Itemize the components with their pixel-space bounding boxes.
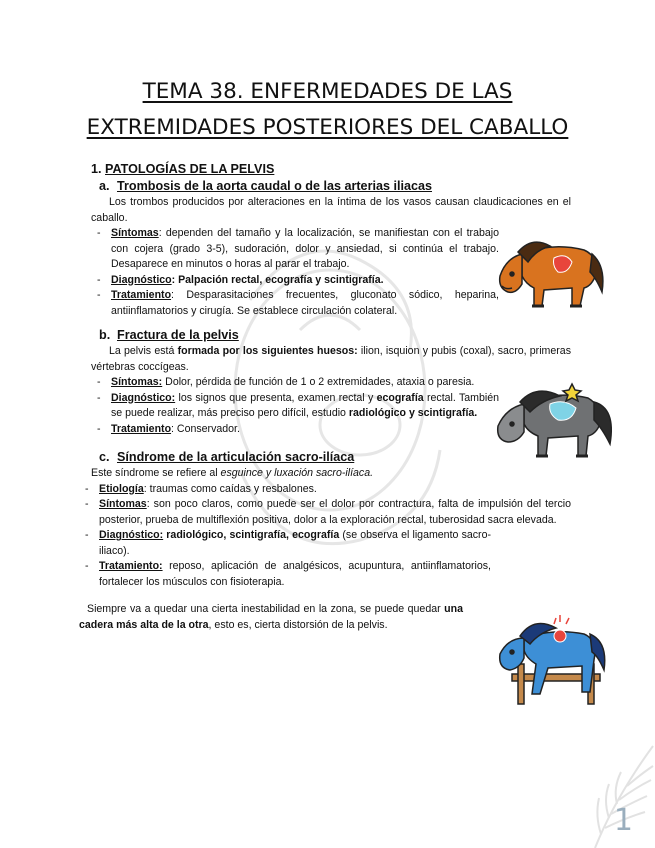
list-item: - Diagnóstico: los signos que presenta, examen rectal y ecografía rectal. También se puede realizar, más preciso pero difícil, estudio radiológico y scintigrafía. bbox=[97, 391, 499, 419]
term-text: : Conservador. bbox=[171, 422, 240, 435]
term-text: reposo, aplicación de analgésicos, acupuntura, antiinflamatorios, fortalecer los músculos con fisioterapia. bbox=[99, 560, 491, 588]
closing-paragraph bbox=[79, 602, 463, 633]
term: Diagnóstico: bbox=[99, 529, 164, 541]
orange-horse-illustration bbox=[492, 232, 608, 312]
blue-horse-illustration bbox=[494, 608, 612, 708]
section-label: PATOLOGÍAS DE LA PELVIS bbox=[105, 162, 275, 176]
list-item: - Tratamiento: reposo, aplicación de analgésicos, acupuntura, antiinflamatorios, fortalecer los músculos con fisioterapia. bbox=[85, 560, 491, 588]
bold-text: formada por los siguientes huesos: bbox=[177, 345, 358, 357]
text: ilion, isquion y pubis (coxal), sacro, primeras vértebras coccígeas. bbox=[91, 345, 571, 373]
section-number: 1. bbox=[91, 162, 102, 176]
subsection-index: a. bbox=[99, 179, 110, 193]
page-number: 1 bbox=[613, 803, 633, 838]
list-item: - Diagnóstico: Palpación rectal, ecografía y scintigrafía. bbox=[97, 273, 384, 286]
term: Síntomas bbox=[99, 498, 147, 510]
text: Siempre va a quedar una cierta inestabilidad en la zona, se puede quedar bbox=[87, 603, 445, 615]
subsection-b-heading bbox=[99, 327, 571, 344]
title-line-1: TEMA 38. ENFERMEDADES DE LAS bbox=[142, 79, 513, 104]
section-heading bbox=[91, 160, 571, 178]
term-text: : Palpación rectal, ecografía y scintigrafía. bbox=[171, 273, 384, 286]
term-text: : traumas como caídas y resbalones. bbox=[143, 482, 317, 495]
bold-text: radiológico, scintigrafía, ecografía bbox=[163, 529, 340, 541]
list-item: - Tratamiento: Conservador. bbox=[97, 422, 240, 435]
list-item: - Síntomas: Dolor, pérdida de función de 1 o 2 extremidades, ataxia o paresia. bbox=[97, 376, 475, 388]
gray-horse-illustration bbox=[490, 378, 618, 462]
bold-text: una cadera más alta de la otra bbox=[79, 603, 463, 631]
term: Síntomas: bbox=[111, 376, 163, 388]
paragraph: Los trombos producidos por alteraciones en la íntima de los vasos causan claudicaciones en el caballo. bbox=[91, 196, 571, 224]
text: La pelvis está bbox=[109, 345, 178, 357]
subsection-label: Síndrome de la articulación sacro-ilíaca bbox=[117, 450, 355, 464]
list-item: - Síntomas: son poco claros, como puede ser el dolor por contractura, falta de impulsión del tercio posterior, prueba de multiflexión positiva, dolor a la exploración rectal, tuberosidad sacra elevada. bbox=[85, 498, 571, 526]
list-item: - Síntomas: dependen del tamaño y la localización, se manifiestan con el trabajo con cojera (grado 3-5), sudoración, dolor y ansiedad, si continúa el trabajo. Desaparece en minutos o horas al parar el trabajo. bbox=[97, 227, 499, 270]
paragraph bbox=[91, 466, 571, 482]
list-item: - Etiología: traumas como caídas y resbalones. bbox=[85, 482, 317, 495]
subsection-label: Fractura de la pelvis bbox=[117, 328, 239, 342]
term-text: (se observa el ligamento sacro-iliaco). bbox=[99, 529, 491, 557]
subsection-index: b. bbox=[99, 328, 111, 342]
page-title bbox=[60, 74, 595, 146]
term-text: Dolor, pérdida de función de 1 o 2 extremidades, ataxia o paresia. bbox=[162, 376, 475, 388]
list-item: - Diagnóstico: radiológico, scintigrafía, ecografía (se observa el ligamento sacro-iliaco). bbox=[85, 529, 491, 557]
list-item: - Tratamiento: Desparasitaciones frecuentes, gluconato sódico, heparina, antiinflamatorios y cirugía. Se establece circulación colateral. bbox=[97, 289, 499, 317]
term-text: : Desparasitaciones frecuentes, gluconato sódico, heparina, antiinflamatorios y cirugía. Se establece circulación colateral. bbox=[111, 289, 499, 317]
term: Síntomas bbox=[111, 227, 159, 239]
subsection-label: Trombosis de la aorta caudal o de las arterias iliacas bbox=[117, 179, 432, 193]
term-text: los signos que presenta, examen rectal y bbox=[175, 391, 377, 404]
term: Diagnóstico bbox=[111, 273, 172, 286]
term: Tratamiento bbox=[111, 422, 172, 435]
term-text: : son poco claros, como puede ser el dolor por contractura, falta de impulsión del tercio posterior, prueba de multiflexión positiva, dolor a la exploración rectal, tuberosidad sacra elevada. bbox=[99, 498, 571, 526]
paragraph bbox=[91, 344, 571, 375]
text: Este síndrome se refiere al bbox=[91, 467, 221, 479]
italic-text: esguince y luxación sacro-ilíaca. bbox=[220, 467, 374, 479]
text: , esto es, cierta distorsión de la pelvis. bbox=[208, 618, 388, 631]
title-line-2: EXTREMIDADES POSTERIORES DEL CABALLO bbox=[86, 115, 569, 140]
bold-text: ecografía bbox=[376, 391, 424, 404]
bold-text: radiológico y scintigrafía. bbox=[348, 407, 478, 419]
term-text: rectal. También se puede realizar, más preciso pero difícil, estudio bbox=[111, 391, 499, 419]
bullet-list bbox=[79, 482, 571, 591]
term: Tratamiento bbox=[111, 289, 172, 301]
term: Etiología bbox=[99, 482, 144, 495]
subsection-index: c. bbox=[99, 450, 110, 464]
term: Diagnóstico: bbox=[111, 391, 176, 404]
subsection-a-heading bbox=[99, 178, 571, 195]
term: Tratamiento: bbox=[99, 560, 163, 572]
term-text: : dependen del tamaño y la localización, se manifiestan con el trabajo con cojera (grado 3-5), sudoración, dolor y ansiedad, si continúa el trabajo. Desaparece en minutos o horas al parar el trabajo. bbox=[111, 227, 499, 270]
